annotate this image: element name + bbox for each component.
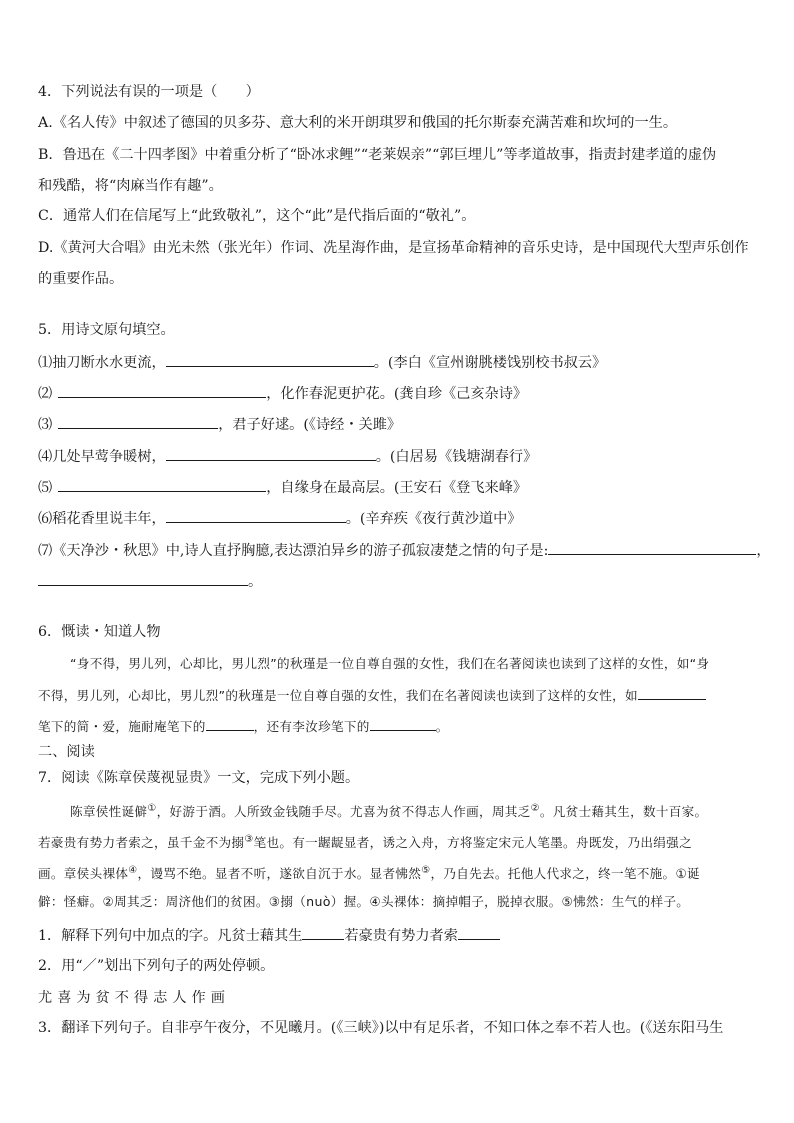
q4-title: 4．下列说法有误的一项是（ ） (38, 84, 260, 100)
q4-option-d-line2: 的重要作品。 (38, 271, 124, 287)
q7-subquestion-3: 3．翻译下列句子。自非亭午夜分，不见曦月。(《三峡》)以中有足乐者，不知口体之奉不若人也。(《送东阳马生 (38, 1020, 724, 1036)
q7-footnotes: 僻：怪癖。②周其乏：周济他们的贫困。③搦（nuò）握。④头裸体：摘掉帽子，脱掉衣服。⑤怫然：生气的样子。 (38, 894, 690, 909)
q5-line-4 (38, 446, 537, 467)
q5-line-7 (38, 540, 771, 561)
q5-line-6 (38, 508, 522, 529)
q5-line-7-end: 。 (248, 574, 263, 590)
q5-line-1-tail: 。(李白《宣州谢朓楼饯别校书叔云》 (373, 355, 607, 371)
q7-subquestion-2-sentence: 尤喜为贫不得志人作画 (38, 990, 230, 1006)
q5-line-5 (38, 477, 527, 498)
q5-line-7-lead: ⑺《天净沙・秋思》中,诗人直抒胸臆,表达漂泊异乡的游子孤寂凄楚之情的句子是: (38, 543, 549, 559)
q4-option-c: C．通常人们在信尾写上“此致敬礼”，这个“此”是代指后面的“敬礼”。 (38, 208, 476, 224)
footnote-marker: ① (147, 803, 157, 814)
section-title-reading: 二、阅读 (38, 744, 95, 760)
answer-blank[interactable] (58, 477, 266, 492)
q5-line-3 (38, 414, 401, 435)
answer-blank[interactable] (206, 716, 254, 731)
q5-line-6-lead: ⑹稻花香里说丰年， (38, 511, 166, 527)
q5-line-1-lead: ⑴抽刀断水水更流， (38, 355, 166, 371)
answer-blank[interactable] (548, 540, 756, 555)
q5-line-7-cont (38, 571, 262, 592)
q6-paragraph-line2 (38, 685, 706, 706)
q6-paragraph-line3 (38, 716, 449, 737)
answer-blank[interactable] (166, 352, 374, 367)
q5-line-2-tail: ，化作春泥更护花。(龚自珍《己亥杂诗》 (266, 386, 528, 402)
q4-option-a: A.《名人传》中叙述了德国的贝多芬、意大利的米开朗琪罗和俄国的托尔斯泰充满苦难和坎坷的一生。 (38, 115, 678, 131)
q5-line-3-tail: ，君子好逑。(《诗经・关雎》 (218, 417, 402, 433)
answer-blank[interactable] (638, 685, 706, 700)
q7-title: 7．阅读《陈章侯蔑视显贵》一文，完成下列小题。 (38, 770, 360, 786)
q7-passage-line2 (38, 830, 692, 853)
answer-blank[interactable] (58, 383, 266, 398)
answer-blank[interactable] (370, 716, 436, 731)
q7-passage-text: 笔也。有一龌龊显者，诱之入舟，方将鉴定宋元人笔墨。舟既发，乃出绢强之 (253, 835, 692, 851)
q5-line-2-lead: ⑵ (38, 386, 53, 402)
q4-option-b-line2: 和残酷，将“肉麻当作有趣”。 (38, 178, 223, 194)
answer-blank[interactable] (166, 508, 346, 523)
q6-paragraph-line1: “身不得，男儿列，心却比，男儿烈”的秋瑾是一位自尊自强的女性，我们在名著阅读也读到了这样的女性，如“身 (70, 656, 710, 671)
answer-blank[interactable] (458, 925, 500, 940)
q7-passage-text: ，乃自先去。托他人代求之，终一笔不施。①诞 (430, 866, 700, 882)
q5-line-2 (38, 383, 527, 404)
q6-paragraph-line3-b: ，还有李汝珍笔下的 (253, 719, 370, 734)
q7-subquestion-2: 2．用“／”划出下列句子的两处停顿。 (38, 958, 275, 974)
q7-passage-text: ，好游于酒。人所致金钱随手尽。尤喜为贫不得志人作画，周其乏 (156, 804, 531, 820)
q7-subquestion-1-text: 1．解释下列句中加点的字。凡贫士藉其生 (38, 928, 303, 944)
q7-passage-line3 (38, 861, 700, 884)
q7-passage-text: ，谩骂不绝。显者不听，遂欲自沉于水。显者怫然 (137, 866, 422, 882)
q5-line-1 (38, 352, 606, 373)
q5-line-5-lead: ⑸ (38, 480, 53, 496)
q5-line-4-tail: 。(白居易《钱塘湖春行》 (375, 449, 538, 465)
q4-option-d-line1: D.《黄河大合唱》由光未然（张光年）作词、冼星海作曲，是宣扬革命精神的音乐史诗，是中国现代大型声乐创作 (38, 240, 749, 256)
q6-paragraph-line2-text: 不得，男儿列，心却比，男儿烈”的秋瑾是一位自尊自强的女性，我们在名著阅读也读到了这样的女性，如 (38, 688, 638, 703)
footnote-marker: ③ (244, 834, 254, 845)
q7-passage-text: 若豪贵有势力者索之，虽千金不为搦 (38, 835, 245, 851)
q7-passage-text: 陈章侯性诞僻 (70, 804, 148, 820)
q5-line-3-lead: ⑶ (38, 417, 53, 433)
answer-blank[interactable] (38, 571, 248, 586)
footnote-marker: ⑤ (421, 865, 431, 876)
q5-line-4-lead: ⑷几处早莺争暖树， (38, 449, 166, 465)
footnote-marker: ④ (128, 865, 138, 876)
q5-line-7-comma: ， (756, 543, 771, 559)
q7-subquestion-1-text: 若豪贵有势力者索 (344, 928, 458, 944)
q6-title: 6．慨读・知道人物 (38, 624, 161, 640)
q6-paragraph-line3-c: 。 (435, 719, 449, 734)
q5-line-6-tail: 。(辛弃疾《夜行黄沙道中》 (345, 511, 522, 527)
answer-blank[interactable] (302, 925, 344, 940)
q4-option-b-line1: B．鲁迅在《二十四孝图》中着重分析了“卧冰求鲤”“老莱娱亲”“郭巨埋儿”等孝道故事，指责封建孝道的虚伪 (38, 147, 717, 163)
q7-subquestion-1 (38, 925, 500, 946)
q5-title: 5．用诗文原句填空。 (38, 322, 175, 338)
footnote-marker: ② (530, 803, 540, 814)
answer-blank[interactable] (58, 414, 218, 429)
q5-line-5-tail: ，自缘身在最高层。(王安石《登飞来峰》 (266, 480, 528, 496)
q7-passage-text: 。凡贫士藉其生，数十百家。 (539, 804, 708, 820)
answer-blank[interactable] (166, 446, 376, 461)
q6-paragraph-line3-a: 笔下的简・爱，施耐庵笔下的 (38, 719, 206, 734)
q7-passage-text: 画。章侯头裸体 (38, 866, 129, 882)
q7-passage-line1 (70, 799, 707, 822)
